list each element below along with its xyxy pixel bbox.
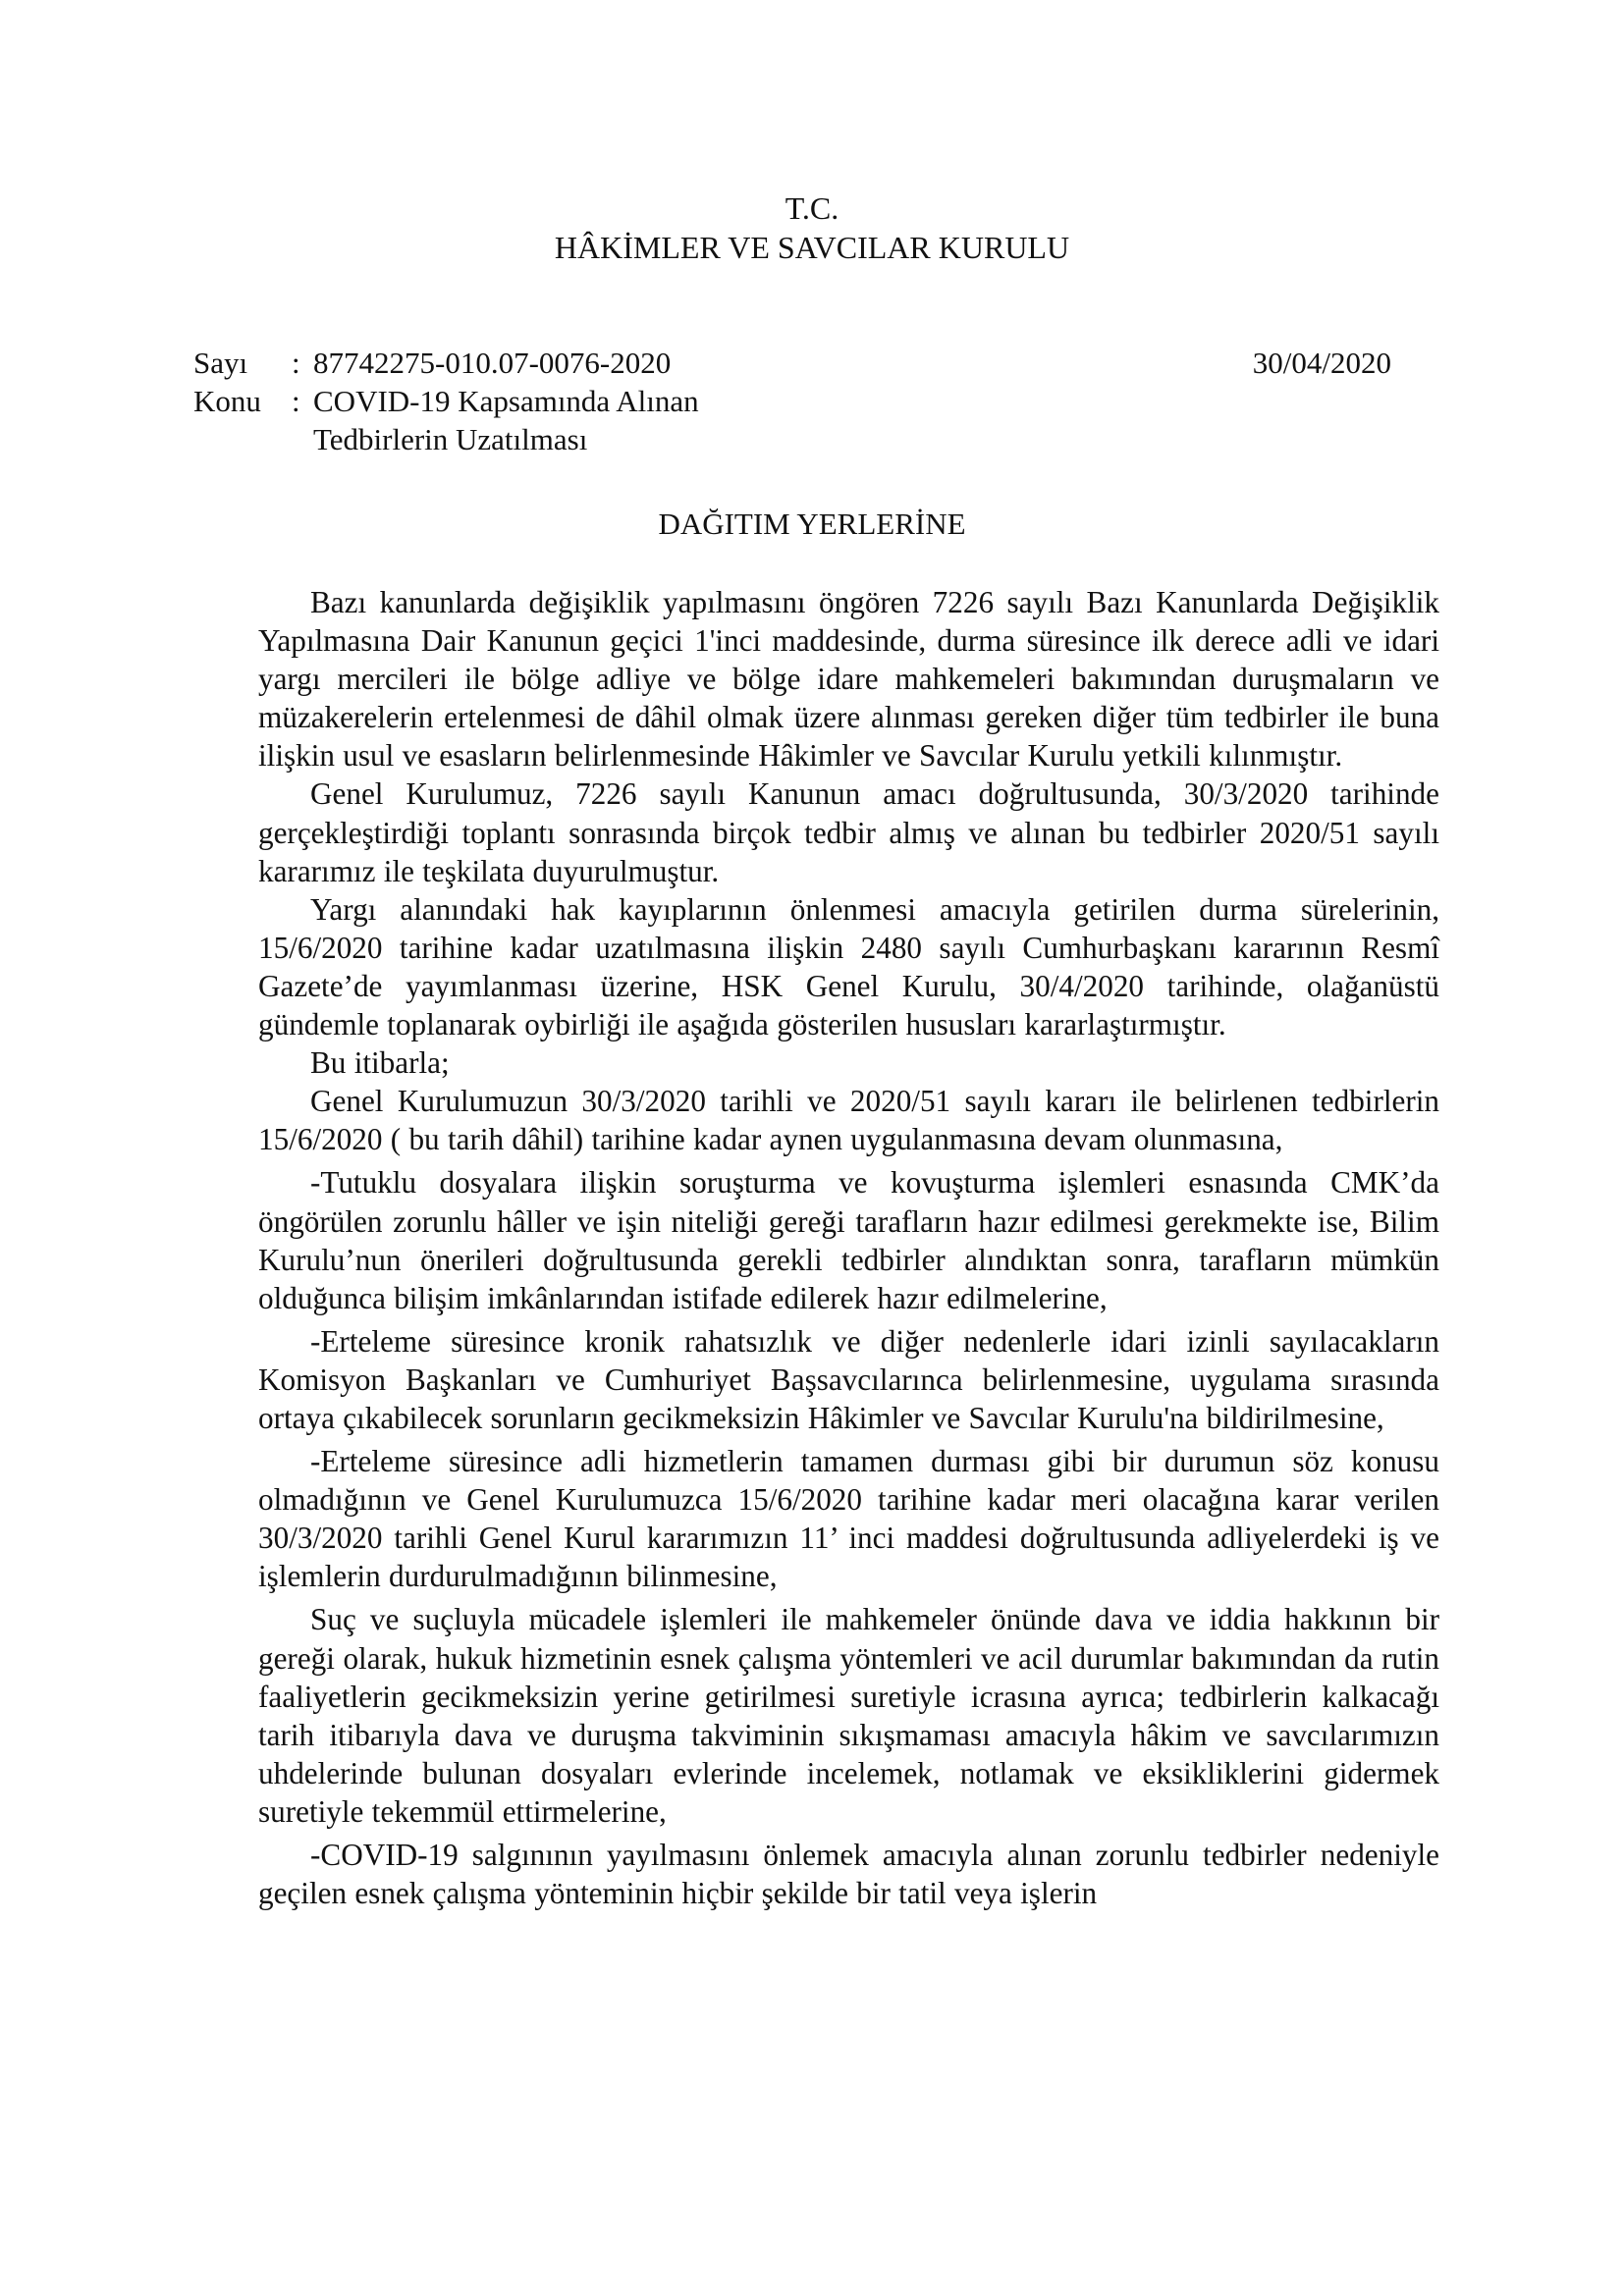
paragraph: Suç ve suçluyla mücadele işlemleri ile mahkemeler önünde dava ve iddia hakkının bir gereği olarak, hukuk hizmetinin esnek çalışma yöntemleri ve acil durumlar bakımından da rutin faaliyetlerin gecikmeksizin yerine getirilmesi suretiyle icrasına ayrıca; tedbirlerin kalkacağı tarih itibarıyla dava ve duruşma takviminin sıkışmaması amacıyla hâkim ve savcılarımızın uhdelerinde bulunan dosyaları evlerinde incelemek, notlamak ve eksikliklerini gidermek suretiyle tekemmül ettirmelerine, <box>258 1602 1439 1829</box>
paragraph: Bu itibarla; <box>310 1045 450 1081</box>
sayi-value: 87742275-010.07-0076-2020 <box>313 346 672 380</box>
paragraph: Yargı alanındaki hak kayıplarının önlenmesi amacıyla getirilen durma sürelerinin, 15/6/2020 tarihine kadar uzatılmasına ilişkin 2480 sayılı Cumhurbaşkanı kararının Resmî Gazete’de yayımlanması üzerine, HSK Genel Kurulu, 30/4/2020 tarihinde, olağanüstü gündemle toplanarak oybirliği ile aşağıda gösterilen hususları kararlaştırmıştır. <box>258 891 1439 1042</box>
document-body <box>258 583 1439 1912</box>
paragraph: -Erteleme süresince kronik rahatsızlık ve diğer nedenlerle idari izinli sayılacakların Komisyon Başkanları ve Cumhuriyet Başsavcılarınca belirlenmesine, uygulama sırasında ortaya çıkabilecek sorunların gecikmeksizin Hâkimler ve Savcılar Kurulu'na bildirilmesine, <box>258 1323 1439 1435</box>
header-tc: T.C. <box>785 190 839 226</box>
konu-value-line1: COVID-19 Kapsamında Alınan <box>313 384 699 418</box>
paragraph: -COVID-19 salgınının yayılmasını önlemek amacıyla alınan zorunlu tedbirler nedeniyle geçilen esnek çalışma yönteminin hiçbir şekilde bir tatil veya işlerin <box>258 1838 1439 1911</box>
konu-label: Konu <box>193 384 261 418</box>
paragraph: Bazı kanunlarda değişiklik yapılmasını öngören 7226 sayılı Bazı Kanunlarda Değişiklik Yapılmasına Dair Kanunun geçici 1'inci maddesinde, durma süresince ilk derece adli ve idari yargı mercileri ile bölge adliye ve bölge idare mahkemeleri bakımından duruşmaların ve müzakerelerin ertelenmesi de dâhil olmak üzere alınması gereken diğer tüm tedbirler ile buna ilişkin usul ve esasların belirlenmesinde Hâkimler ve Savcılar Kurulu yetkili kılınmıştır. <box>258 585 1439 774</box>
header-institution: HÂKİMLER VE SAVCILAR KURULU <box>554 230 1070 265</box>
meta-sayi-row <box>193 344 1391 382</box>
paragraph: -Tutuklu dosyalara ilişkin soruşturma ve kovuşturma işlemleri esnasında CMK’da öngörülen zorunlu hâller ve işin niteliği gereği tarafların hazır edilmesi gerekmekte ise, Bilim Kurulu’nun önerileri doğrultusunda gerekli tedbirler alındıktan sonra, tarafların mümkün olduğunca bilişim imkânlarından istifade edilerek hazır edilmelerine, <box>258 1165 1439 1315</box>
konu-value-line2: Tedbirlerin Uzatılması <box>313 422 588 456</box>
paragraph: -Erteleme süresince adli hizmetlerin tamamen durması gibi bir durumun söz konusu olmadığının ve Genel Kurulumuzca 15/6/2020 tarihine kadar meri olacağına karar verilen 30/3/2020 tarihli Genel Kurul kararımızın 11’ inci maddesi doğrultusunda adliyelerdeki iş ve işlemlerin durdurulmadığının bilinmesine, <box>258 1444 1439 1594</box>
paragraph: Genel Kurulumuz, 7226 sayılı Kanunun amacı doğrultusunda, 30/3/2020 tarihinde gerçekleştirdiği toplantı sonrasında birçok tedbir almış ve alınan bu tedbirler 2020/51 sayılı kararımız ile teşkilata duyurulmuştur. <box>258 776 1439 888</box>
sayi-label: Sayı <box>193 346 248 380</box>
paragraph: Genel Kurulumuzun 30/3/2020 tarihli ve 2020/51 sayılı kararı ile belirlenen tedbirlerin 15/6/2020 ( bu tarih dâhil) tarihine kadar aynen uygulanmasına devam olunmasına, <box>258 1084 1439 1157</box>
recipient-heading: DAĞITIM YERLERİNE <box>658 507 966 541</box>
meta-konu-row <box>193 382 1391 420</box>
meta-konu-row-2 <box>193 420 1391 458</box>
sayi-colon: : <box>292 346 300 380</box>
document-meta <box>193 344 1391 458</box>
konu-colon: : <box>292 384 300 418</box>
document-header <box>0 188 1624 267</box>
document-date: 30/04/2020 <box>1252 346 1391 380</box>
